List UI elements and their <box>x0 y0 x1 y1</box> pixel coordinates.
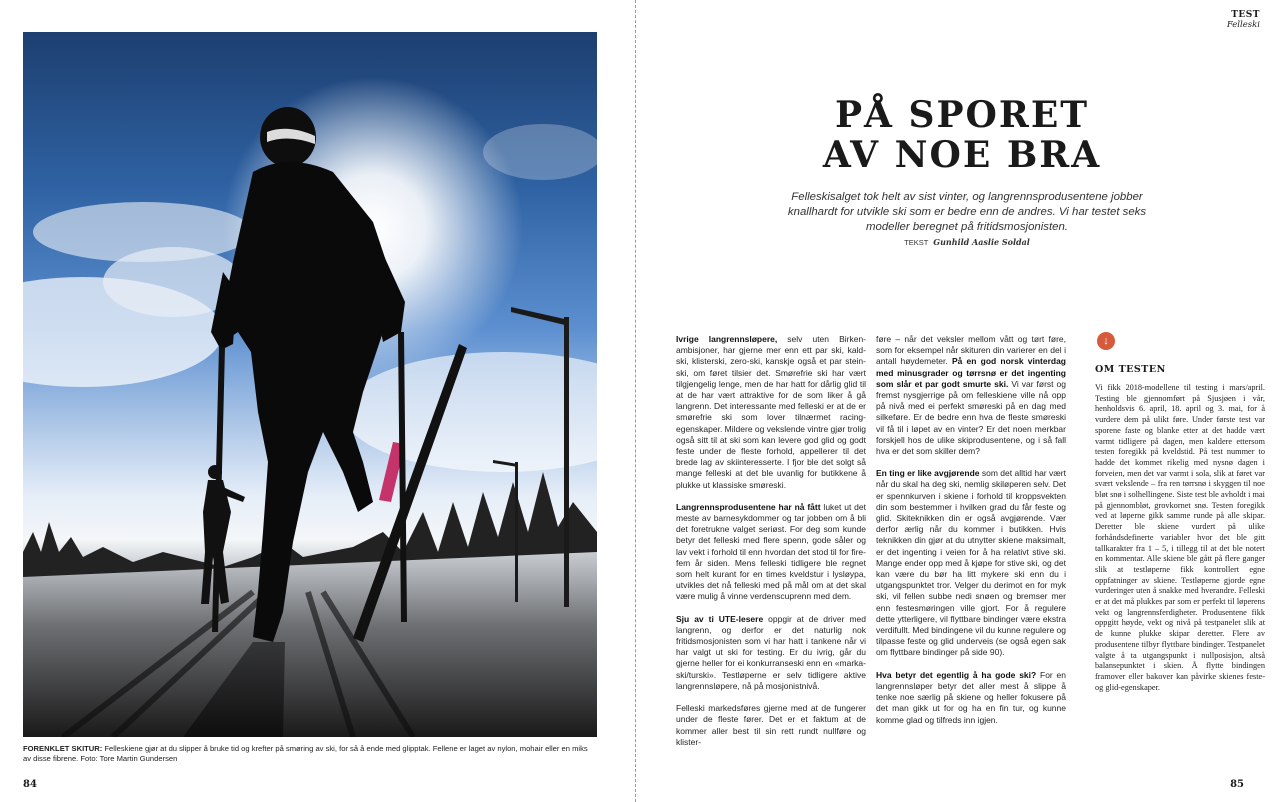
byline <box>757 237 1177 247</box>
paragraph <box>676 703 866 748</box>
paragraph <box>876 670 1066 726</box>
section-sub: Felleski <box>1226 20 1260 30</box>
paragraph-text: luket ut det meste av barnesykdommer og tar jobben om å bli det foretrukne valget seriøst. For deg som kunde betyr det felleski med flere spenn, gode såler og lav vekt i forhold til enn hvordan det stod til for fire-fem år siden. Mens felleski tidligere ble regnet som helt kurant for en times kveldstur i lysløypa, utvikles det nå felleski med på mål om at det skal være mulig å vinne verdenscuprenn med dem. <box>676 501 866 602</box>
caption-text: Felleskiene gjør at du slipper å bruke tid og krefter på smøring av ski, for så å ende med glipptak. Fellene er laget av nylon, mohair eller en miks av disse fibrene. Foto: Tore Martin Gundersen <box>23 744 588 763</box>
ingress: Felleskisalget tok helt av sist vinter, og langrennsprodusentene jobber knallhardt for utvikle ski som er bedre enn de andres. Vi har testet seks modeller beregnet på fritidsmosjonisten. <box>787 191 1147 233</box>
paragraph <box>876 468 1066 658</box>
paragraph-lead: Sju av ti UTE-lesere <box>676 613 764 624</box>
body-column-2 <box>876 334 1066 737</box>
paragraph-text: som det alltid har vært når du skal ha deg ski, nemlig skiløperen selv. Det er spennkurven i skiene i forhold til kroppsvekten din som bestemmer i hvilken grad du får feste og glid. Skiteknikken din er også avgjørende. Vær derfor ærlig når du kommer i butikken. Hvis teknikken din gjør at du utnytter skiene maksimalt, er det ingenting i veien for å ha relativt stive ski. Mange ender opp med å kjøpe for stive ski, og det kan være du bør ha litt mykere ski enn du i utgangspunktet tror. Velger du derimot en for myk ski, vil fellen subbe nedi snøen og bremser mer enn festesmøringen ville gjort. For å regulere dette ytterligere, vil flyttbare bindinger være ekstra verdifullt. Med bindingene vil du kunne regulere og tilpasse feste og glid underveis (se også egen sak om flyttbare bindinger på side 90). <box>876 468 1067 658</box>
headline-line2: AV NOE BRA <box>822 134 1102 176</box>
paragraph-lead: Langrennsprodusentene har nå fått <box>676 501 821 512</box>
box-text: Vi fikk 2018-modellene til testing i mars/april. Testing ble gjennomført på Sjusjøen i vår, henholdsvis 6. april, 18. april og 3. mai, for å vurdere dem på ulikt føre. Under første test var sporene faste og blanke etter at det hadde vært varmt tidligere på dagen, men kaldere ettersom testen foregikk på kveldstid. På test nummer to hadde det kommet rikelig med nysnø dagen i forveien, men det var varmt i sola, slik at føret var svært vekslende – fra ren tørrsnø i skyggen til noe bløt snø i solhellingene. Siste test ble avholdt i mai på gjennombløt, grovkornet snø. Testen foregikk ved at løperne gikk samme runde på alle skipar. Deretter ble skiene vurdert på ulike forhåndsdefinerte variabler hvor det ble gitt tallkarakter fra 1 – 5, i tillegg til at det ble notert en kommentar. Alle skiene ble gått på flere ganger slik at testløperne fikk kontrollert egne oppfatninger av skiene. Testløperne gjorde egne vurderinger uten å snakke med hverandre. Felleski er at det må plukkes par som er perfekt til løperens vekt og langrennsferdigheter. Produsentene fikk oppgitt høyde, vekt og nivå på testpanelet slik at de kunne plukke skipar deretter. Flere av produsentene tilbyr flyttbare bindinger. Testpanelet valgte å ta utgangspunkt i nullposisjon, altså balansepunktet i skien. Å flytte bindingen framover eller bakover kan påvirke skienes feste- og glid-egenskaper. <box>1095 383 1265 692</box>
headline <box>757 95 1167 175</box>
paragraph-text: selv uten Birken-ambisjoner, har gjerne mer enn ett par ski, kald-ski, klisterski, zero-ski, kanskje også et par stein-ski, om føret tilsier det. Smørefrie ski har vært tilgjengelig lenge, men de har hatt for dårlig glid til at de har vært attraktive for de som liker å gå langrenn. Det interessante med felleski er at de er smørefrie ski som lover tilnærmet racing-egenskaper. Mildere og vekslende vintre gjør trolig også sitt til at ski som kan levere god glid og godt feste under de fleste forhold, appellerer til det brede lag av skiinteresserte. I fjor ble det solgt så mange felleski at det ble uvanlig for butikkene å plukke ut klassiske smøreski. <box>676 334 866 490</box>
paragraph-lead: Ivrige langrennsløpere, <box>676 334 778 344</box>
skier-photo <box>23 32 597 737</box>
section-label <box>1227 10 1260 30</box>
box-title: OM TESTEN <box>1095 364 1166 375</box>
paragraph-lead: Hva betyr det egentlig å ha gode ski? <box>876 669 1037 680</box>
right-page <box>637 0 1280 802</box>
arrow-down-icon: ↓ <box>1097 332 1115 350</box>
byline-label: TEKST <box>904 238 929 247</box>
paragraph-lead: En ting er like avgjørende <box>876 468 980 479</box>
headline-line1: PÅ SPORET <box>834 94 1090 136</box>
paragraph-text: Vi var først og fremst nysgjerrige på om felleskiene ville nå opp på nivå med ei perfekt smøreski på en dag med silkeføre. Er de bedre enn hva de fleste smøreski vil få til i løpet av en vinter? Er det noen merkbar forskjell hos de ulike skiprodusentene, og i så fall hva er det som skiller dem? <box>876 378 1066 457</box>
photo-caption <box>23 744 597 764</box>
paragraph-text: oppgir at de driver med langrenn, og derfor er det naturlig nok fritidsmosjonisten som vi har hatt i tankene når vi har valgt ut ski for testing. Er du ivrig, går du gjerne heller for ei konkurranseski enn en «marka-ski/turski». Testløperne er selv tidligere aktive langrennsløpere, nå på mosjonistnivå. <box>676 613 866 691</box>
paragraph <box>876 334 1066 457</box>
skier-photo-illustration <box>23 32 597 737</box>
caption-lead: FORENKLET SKITUR: <box>23 744 103 753</box>
om-testen-box <box>1095 332 1265 693</box>
page-number-right: 85 <box>1230 779 1244 790</box>
section-tag: TEST <box>1231 10 1260 20</box>
paragraph <box>676 334 866 491</box>
page-number-left: 84 <box>23 779 37 790</box>
body-column-1 <box>676 334 866 759</box>
byline-name: Gunhild Aaslie Soldal <box>933 237 1030 247</box>
paragraph-highlight: På en god norsk vinterdag med minusgrader og tørrsnø er det ingenting som slår et par godt smurte ski. <box>876 356 1066 389</box>
paragraph <box>676 614 866 692</box>
left-page <box>0 0 635 802</box>
paragraph-text: Felleski markedsføres gjerne med at de fungerer under de fleste fører. Det er et faktum at de kommer aller best til sin rett rundt nullføre og klister- <box>676 703 866 747</box>
paragraph-text: For en langrennsløper betyr det aller mest å slippe å tenke noe særlig på skiene og heller fokusere på det man gikk ut for og ha en fin tur, og kunne komme glad og tilfreds inn igjen. <box>876 669 1067 725</box>
page-gutter <box>635 0 636 802</box>
paragraph-pre: føre – når det veksler mellom vått og tørt føre, som for eksempel når skituren din varierer en del i antall høydemeter. <box>876 334 1066 367</box>
paragraph <box>676 502 866 603</box>
